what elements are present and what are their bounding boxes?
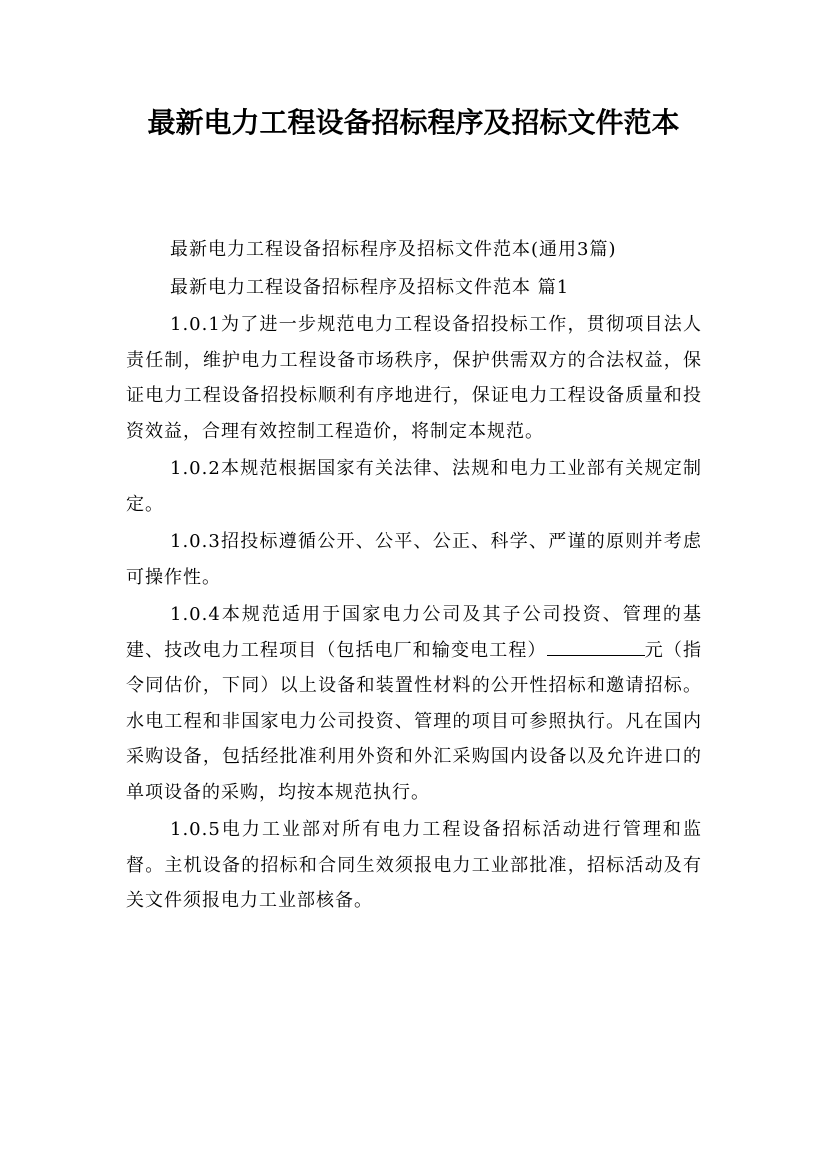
paragraph-1-0-4-text-b: 元（指令同估价，下同）以上设备和装置性材料的公开性招标和邀请招标。水电工程和非国家电力公司投资、管理的项目可参照执行。凡在国内采购设备，包括经批准利用外资和外汇采购国内设备以及允许进口的单项设备的采购，均按本规范执行。 — [126, 639, 703, 803]
paragraph-1-0-3: 1.0.3招投标遵循公开、公平、公正、科学、严谨的原则并考虑可操作性。 — [126, 531, 702, 588]
document-title: 最新电力工程设备招标程序及招标文件范本 — [147, 106, 680, 139]
document-body — [126, 232, 702, 921]
subtitle-line: 最新电力工程设备招标程序及招标文件范本(通用3篇) — [170, 239, 617, 260]
section-heading: 最新电力工程设备招标程序及招标文件范本 篇1 — [170, 276, 570, 298]
paragraph-1-0-2: 1.0.2本规范根据国家有关法律、法规和电力工业部有关规定制定。 — [126, 458, 702, 515]
amount-blank — [547, 637, 645, 656]
paragraph-1-0-5: 1.0.5电力工业部对所有电力工程设备招标活动进行管理和监督。主机设备的招标和合同生效须报电力工业部批准，招标活动及有关文件须报电力工业部核备。 — [126, 819, 702, 911]
paragraph-1-0-4 — [126, 597, 702, 810]
paragraph-1-0-1: 1.0.1为了进一步规范电力工程设备招投标工作，贯彻项目法人责任制，维护电力工程设备市场秩序，保护供需双方的合法权益，保证电力工程设备招投标顺利有序地进行，保证电力工程设备质量和投资效益，合理有效控制工程造价，将制定本规范。 — [126, 314, 702, 442]
paragraph-1-0-4-text-a: 1.0.4本规范适用于国家电力公司及其子公司投资、管理的基建、技改电力工程项目（包括电厂和输变电工程） — [126, 604, 702, 661]
